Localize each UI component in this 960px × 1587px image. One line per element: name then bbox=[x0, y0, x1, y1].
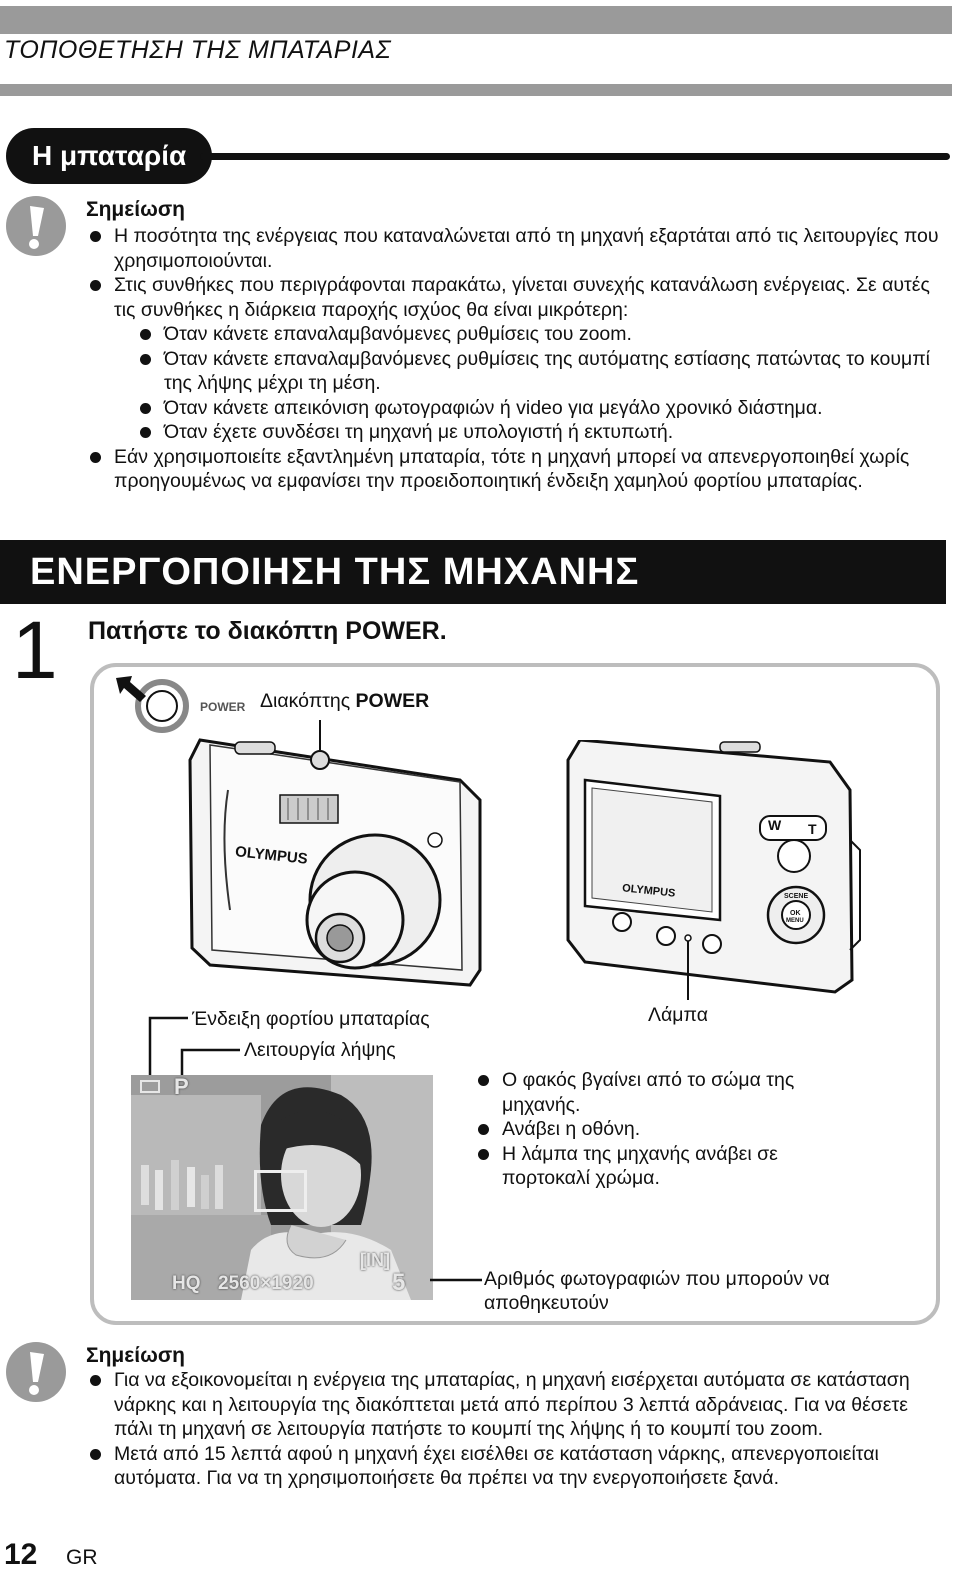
power-switch-prefix: Διακόπτης bbox=[260, 690, 356, 712]
section-title-battery: Η μπαταρία bbox=[6, 128, 212, 184]
language-code: GR bbox=[66, 1546, 98, 1569]
dial-scene-label: SCENE bbox=[784, 893, 809, 900]
warning-icon bbox=[6, 1342, 66, 1402]
note-subitem: Όταν κάνετε επαναλαμβανόμενες ρυθμίσεις του zoom. bbox=[136, 322, 942, 347]
note-title: Σημείωση bbox=[86, 198, 186, 221]
note-subitem: Όταν κάνετε επαναλαμβανόμενες ρυθμίσεις της αυτόματης εστίασης πατώντας το κουμπί της λήψης μέχρι τη μέση. bbox=[136, 347, 942, 396]
af-bracket-right bbox=[280, 1170, 307, 1212]
section-title-power: ΕΝΕΡΓΟΠΟΙΗΣΗ ΤΗΣ ΜΗΧΑΝΗΣ bbox=[0, 540, 946, 604]
power-switch-bold: POWER bbox=[355, 690, 430, 712]
camera-front-illustration bbox=[180, 720, 495, 992]
note-item: Η ποσότητα της ενέργειας που καταναλώνεται από τη μηχανή εξαρτάται από τις λειτουργίες που χρησιμοποιούνται. bbox=[86, 224, 942, 273]
screen-count: 5 bbox=[392, 1269, 406, 1296]
count-label: Αριθμός φωτογραφιών που μπορούν να αποθηκευτούν bbox=[484, 1268, 830, 1314]
page-number: 12 bbox=[4, 1538, 38, 1571]
result-item: Η λάμπα της μηχανής ανάβει σε πορτοκαλί χρώμα. bbox=[474, 1142, 854, 1191]
step-number: 1 bbox=[12, 605, 58, 696]
count-callout-line bbox=[430, 1270, 490, 1290]
section-rule bbox=[200, 153, 950, 160]
result-item: Ανάβει η οθόνη. bbox=[474, 1117, 854, 1142]
note-item: Μετά από 15 λεπτά αφού η μηχανή έχει εισέλθει σε κατάσταση νάρκης, απενεργοποιείται αυτόματα. Για να τη χρησιμοποιήσετε θα πρέπει να την ενεργοποιήσετε ξανά. bbox=[86, 1442, 942, 1491]
note-item: Για να εξοικονομείται η ενέργεια της μπαταρίας, η μηχανή εισέρχεται αυτόματα σε κατάσταση νάρκης και η λειτουργία της διακόπτεται μετά από περίπου 3 λεπτά αδράνειας. Για να θέσετε πάλι τη μηχανή σε λειτουργία πατήστε το κουμπί της λήψης ή το κουμπί του zoom. bbox=[86, 1368, 942, 1442]
screen-resolution: 2560×1920 bbox=[218, 1273, 314, 1294]
warning-icon bbox=[6, 196, 66, 256]
note-subitem: Όταν κάνετε απεικόνιση φωτογραφιών ή video για μεγάλο χρονικό διάστημα. bbox=[136, 396, 942, 421]
note-subgroup bbox=[86, 322, 942, 445]
note-list bbox=[86, 224, 942, 494]
step-title: Πατήστε το διακόπτη POWER. bbox=[88, 617, 447, 645]
running-title: ΤΟΠΟΘΕΤΗΣΗ ΤΗΣ ΜΠΑΤΑΡΙΑΣ bbox=[4, 36, 392, 64]
shooting-mode-label: Λειτουργία λήψης bbox=[244, 1039, 396, 1061]
header-rule bbox=[0, 84, 952, 96]
dial-ok-label: OK bbox=[790, 910, 801, 917]
power-label-small: POWER bbox=[200, 700, 246, 714]
result-item: Ο φακός βγαίνει από το σώμα της μηχανής. bbox=[474, 1068, 854, 1117]
header-bar bbox=[0, 6, 952, 34]
zoom-w-label: W bbox=[768, 817, 782, 833]
af-bracket-left bbox=[254, 1170, 281, 1212]
note-list bbox=[86, 1368, 942, 1491]
screen-quality: HQ bbox=[172, 1273, 201, 1294]
zoom-t-label: T bbox=[808, 821, 817, 837]
note-item: Εάν χρησιμοποιείτε εξαντλημένη μπαταρία, τότε η μηχανή μπορεί να απενεργοποιηθεί χωρίς προηγουμένως να εμφανίσει την προειδοποιητική ένδειξη χαμηλού φορτίου μπαταρίας. bbox=[86, 445, 942, 494]
camera-back-illustration bbox=[560, 740, 875, 1000]
dial-menu-label: MENU bbox=[786, 918, 804, 924]
brand-front: OLYMPUS bbox=[234, 843, 309, 868]
note-item: Στις συνθήκες που περιγράφονται παρακάτω, γίνεται συνεχής κατανάλωση ενέργειας. Σε αυτές τις συνθήκες η διάρκεια παροχής ισχύος θα είναι μικρότερη: bbox=[86, 273, 942, 322]
note-title: Σημείωση bbox=[86, 1344, 186, 1367]
note-subitem: Όταν έχετε συνδέσει τη μηχανή με υπολογιστή ή εκτυπωτή. bbox=[136, 420, 942, 445]
result-list bbox=[474, 1068, 854, 1191]
lamp-label: Λάμπα bbox=[648, 1004, 708, 1026]
brand-back: OLYMPUS bbox=[621, 882, 676, 900]
screen-memory-indicator: [IN] bbox=[360, 1250, 390, 1270]
battery-icon bbox=[140, 1080, 160, 1093]
screen-mode-indicator: P bbox=[174, 1074, 189, 1099]
power-switch-label bbox=[260, 690, 429, 713]
battery-indicator-label: Ένδειξη φορτίου μπαταρίας bbox=[192, 1008, 430, 1030]
